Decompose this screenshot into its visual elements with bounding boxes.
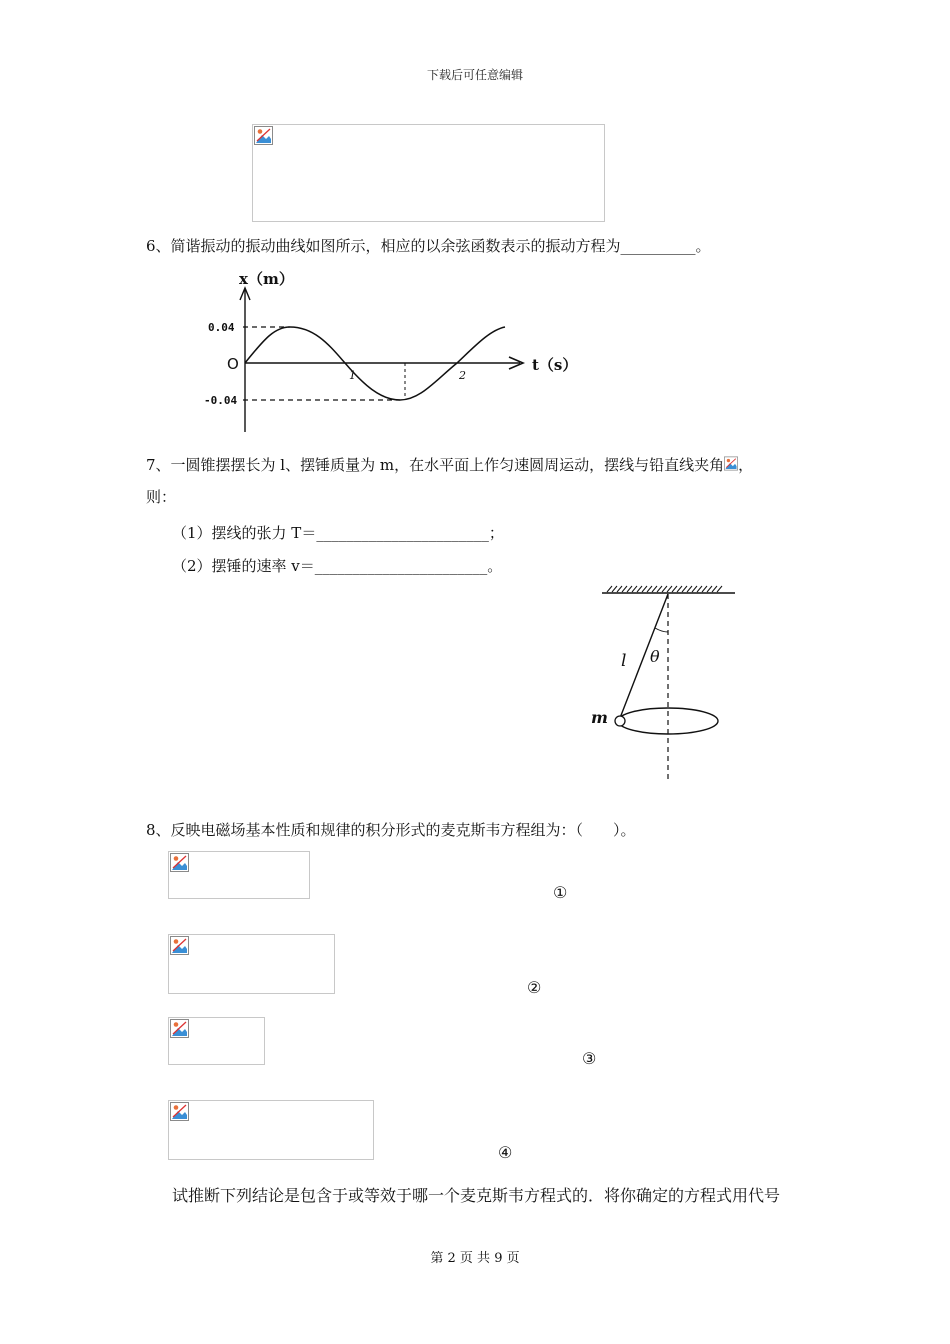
conical-pendulum-figure [585,582,745,787]
question-7-line2: 则： [146,488,177,506]
question-6-text: 6、简谐振动的振动曲线如图所示，相应的以余弦函数表示的振动方程为__________。 [146,237,711,255]
question-8-continuation: 试推断下列结论是包含于或等效于哪一个麦克斯韦方程式的．将你确定的方程式用代号 [172,1186,781,1205]
length-label: l [621,651,627,671]
vibration-curve-graph [195,266,595,434]
question-7-part1: （1）摆线的张力 T＝_______________________； [172,524,504,542]
mass-label: m [591,708,608,727]
x-axis-label: t（s） [532,356,578,374]
image-placeholder [252,124,605,222]
y-pos-tick-label: 0.04 [208,321,235,334]
broken-image-icon [724,454,738,473]
page-footer: 第 2 页 共 9 页 [430,1251,520,1266]
equation-4-image [168,1100,374,1160]
y-axis-label: x（m） [239,270,294,288]
x-tick-2-label: 2 [459,369,466,382]
equation-marker-4: ④ [498,1143,513,1162]
equation-1-image [168,851,310,899]
equation-marker-3: ③ [582,1049,597,1068]
pendulum-bob [615,716,625,726]
question-7-line1 [146,454,753,475]
equation-3-image [168,1017,265,1065]
question-8-text: 8、反映电磁场基本性质和规律的积分形式的麦克斯韦方程组为：（ ）。 [146,821,636,839]
origin-label: O [227,355,239,373]
question-7-text: 7、一圆锥摆摆长为 l、摆锤质量为 m，在水平面上作匀速圆周运动，摆线与铅直线夹角 [146,456,725,474]
question-7-comma: ， [738,456,754,474]
y-neg-tick-label: -0.04 [204,394,238,407]
question-7-part2: （2）摆锤的速率 v＝_______________________。 [172,557,503,575]
broken-image-icon [254,126,273,145]
angle-label: θ [650,647,660,666]
broken-image-icon [170,1102,189,1121]
broken-image-icon [170,1019,189,1038]
x-tick-1-label: 1 [349,369,356,382]
page-header: 下载后可任意编辑 [426,68,523,82]
broken-image-icon [170,936,189,955]
equation-2-image [168,934,335,994]
equation-marker-2: ② [527,978,542,997]
equation-marker-1: ① [553,883,568,902]
broken-image-icon [170,853,189,872]
